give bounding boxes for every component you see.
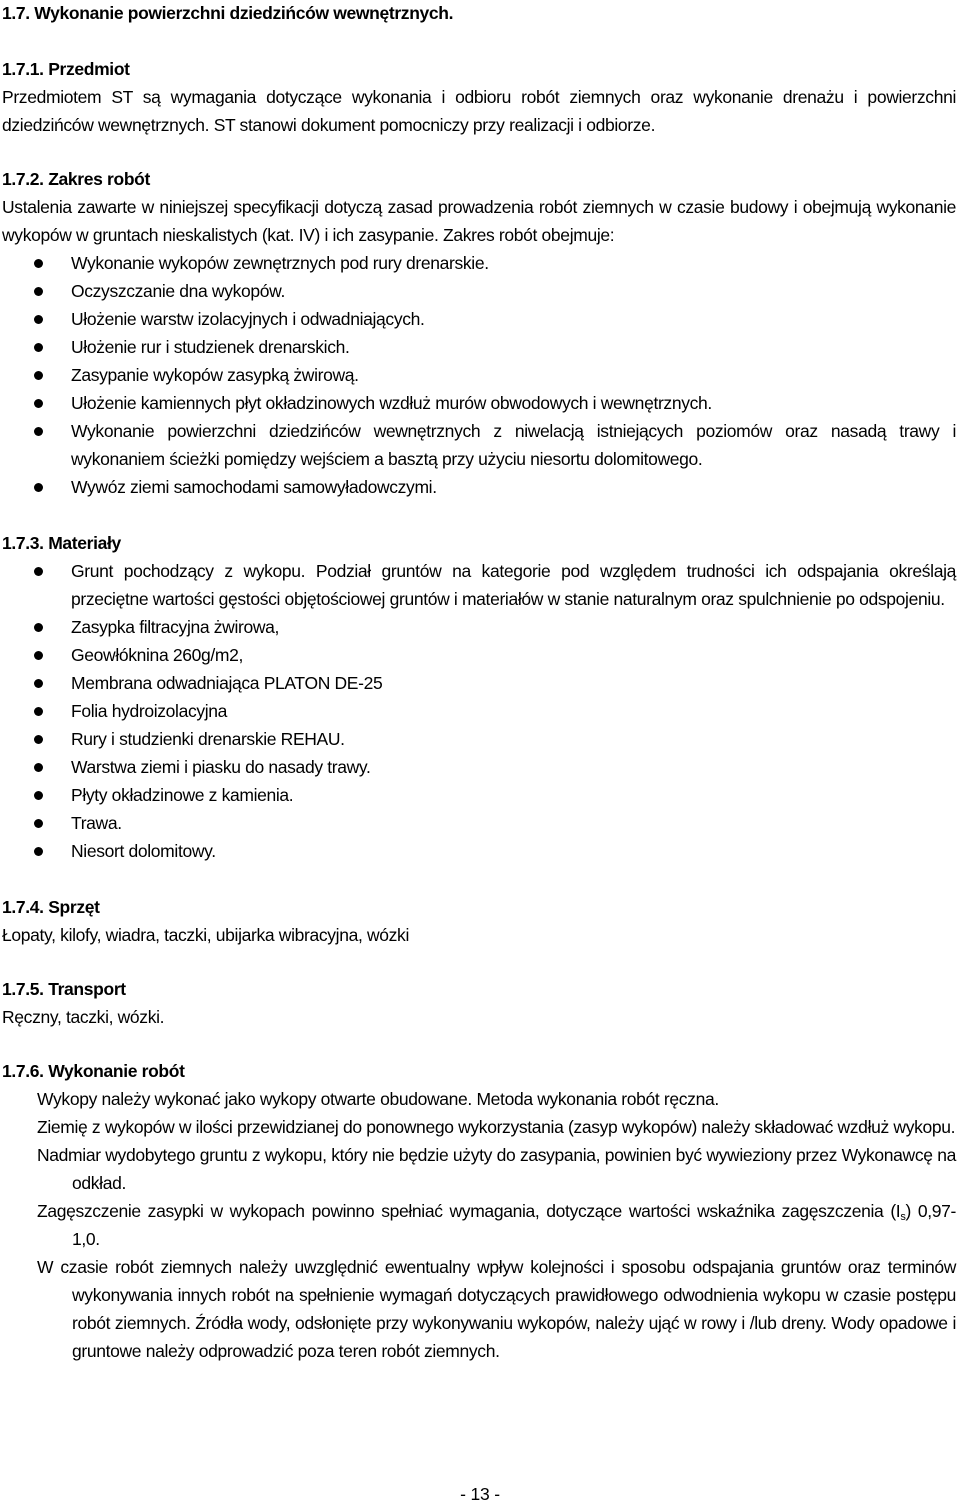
section-heading-zakres: 1.7.2. Zakres robót [2, 169, 151, 189]
materialy-list [2, 557, 956, 865]
section-heading-sprzet: 1.7.4. Sprzęt [2, 897, 100, 917]
wykonanie-paragraph: Wykopy należy wykonać jako wykopy otwarte obudowane. Metoda wykonania robót ręczna. [37, 1089, 719, 1109]
list-item: Oczyszczanie dna wykopów. [2, 277, 956, 305]
section-heading-wykonanie: 1.7.6. Wykonanie robót [2, 1061, 185, 1081]
wykonanie-paragraph: Zagęszczenie zasypki w wykopach powinno spełniać wymagania, dotyczące wartości wskaźnika zagęszczenia $(I_s)$ 0,97- 1,0. [37, 1201, 956, 1249]
section-heading-transport: 1.7.5. Transport [2, 979, 126, 999]
list-item: Płyty okładzinowe z kamienia. [2, 781, 956, 809]
list-item: Zasypanie wykopów zasypką żwirową. [2, 361, 956, 389]
list-item: Trawa. [2, 809, 956, 837]
wykonanie-paragraph: Nadmiar wydobytego gruntu z wykopu, który nie będzie użyty do zasypania, powinien być wywieziony przez Wykonawcę na odkład. [37, 1145, 956, 1193]
section-heading-przedmiot: 1.7.1. Przedmiot [2, 59, 130, 79]
section-text-transport: Ręczny, taczki, wózki. [2, 1007, 165, 1027]
main-heading: 1.7. Wykonanie powierzchni dziedzińców wewnętrznych. [2, 3, 454, 23]
wykonanie-paragraph: W czasie robót ziemnych należy uwzględnić ewentualny wpływ kolejności i sposobu odspajania gruntów oraz terminów wykonywania innych robót na spełnienie wymagań dotyczących prawidłowego odwodnienia wykopu w czasie postępu robót ziemnych. Źródła wody, odsłonięte przy wykonywaniu wykopów, należy ująć w rowy i /lub dreny. Wody opadowe i gruntowe należy odprowadzić poza teren robót ziemnych. [37, 1257, 956, 1361]
list-item: Ułożenie rur i studzienek drenarskich. [2, 333, 956, 361]
list-item: Ułożenie warstw izolacyjnych i odwadniających. [2, 305, 956, 333]
list-item: Wykonanie powierzchni dziedzińców wewnętrznych z niwelacją istniejących poziomów oraz nasadą trawy i wykonaniem ścieżki pomiędzy wejściem a basztą przy użyciu niesortu dolomitowego. [2, 417, 956, 473]
list-item: Warstwa ziemi i piasku do nasady trawy. [2, 753, 956, 781]
section-heading-materialy: 1.7.3. Materiały [2, 533, 121, 553]
list-item: Wywóz ziemi samochodami samowyładowczymi. [2, 473, 956, 501]
section-text-sprzet: Łopaty, kilofy, wiadra, taczki, ubijarka wibracyjna, wózki [2, 925, 409, 945]
list-item: Rury i studzienki drenarskie REHAU. [2, 725, 956, 753]
page-number: - 13 - [460, 1484, 500, 1504]
section-zakres [2, 165, 956, 193]
list-item: Grunt pochodzący z wykopu. Podział gruntów na kategorie pod względem trudności ich odspajania określają przeciętne wartości gęstości objętościowej gruntów i materiałów w stanie naturalnym oraz spulchnienie po odspojeniu. [2, 557, 956, 613]
section-text-przedmiot: Przedmiotem ST są wymagania dotyczące wykonania i odbioru robót ziemnych oraz wykonanie drenażu i powierzchni dziedzińców wewnętrznych. ST stanowi dokument pomocniczy przy realizacji i odbiorze. [2, 87, 956, 135]
list-item: Niesort dolomitowy. [2, 837, 956, 865]
wykonanie-paragraph: Ziemię z wykopów w ilości przewidzianej do ponownego wykorzystania (zasyp wykopów) należy składować wzdłuż wykopu. [37, 1117, 956, 1137]
document-body [2, 0, 956, 1365]
section-text-zakres: Ustalenia zawarte w niniejszej specyfikacji dotyczą zasad prowadzenia robót ziemnych w czasie budowy i obejmują wykonanie wykopów w gruntach nieskalistych (kat. IV) i ich zasypanie. Zakres robót obejmuje: [2, 197, 956, 245]
zakres-list [2, 249, 956, 501]
list-item: Geowłóknina 260g/m2, [2, 641, 956, 669]
list-item: Folia hydroizolacyjna [2, 697, 956, 725]
list-item: Membrana odwadniająca PLATON DE-25 [2, 669, 956, 697]
list-item: Wykonanie wykopów zewnętrznych pod rury drenarskie. [2, 249, 956, 277]
list-item: Zasypka filtracyjna żwirowa, [2, 613, 956, 641]
list-item: Ułożenie kamiennych płyt okładzinowych wzdłuż murów obwodowych i wewnętrznych. [2, 389, 956, 417]
